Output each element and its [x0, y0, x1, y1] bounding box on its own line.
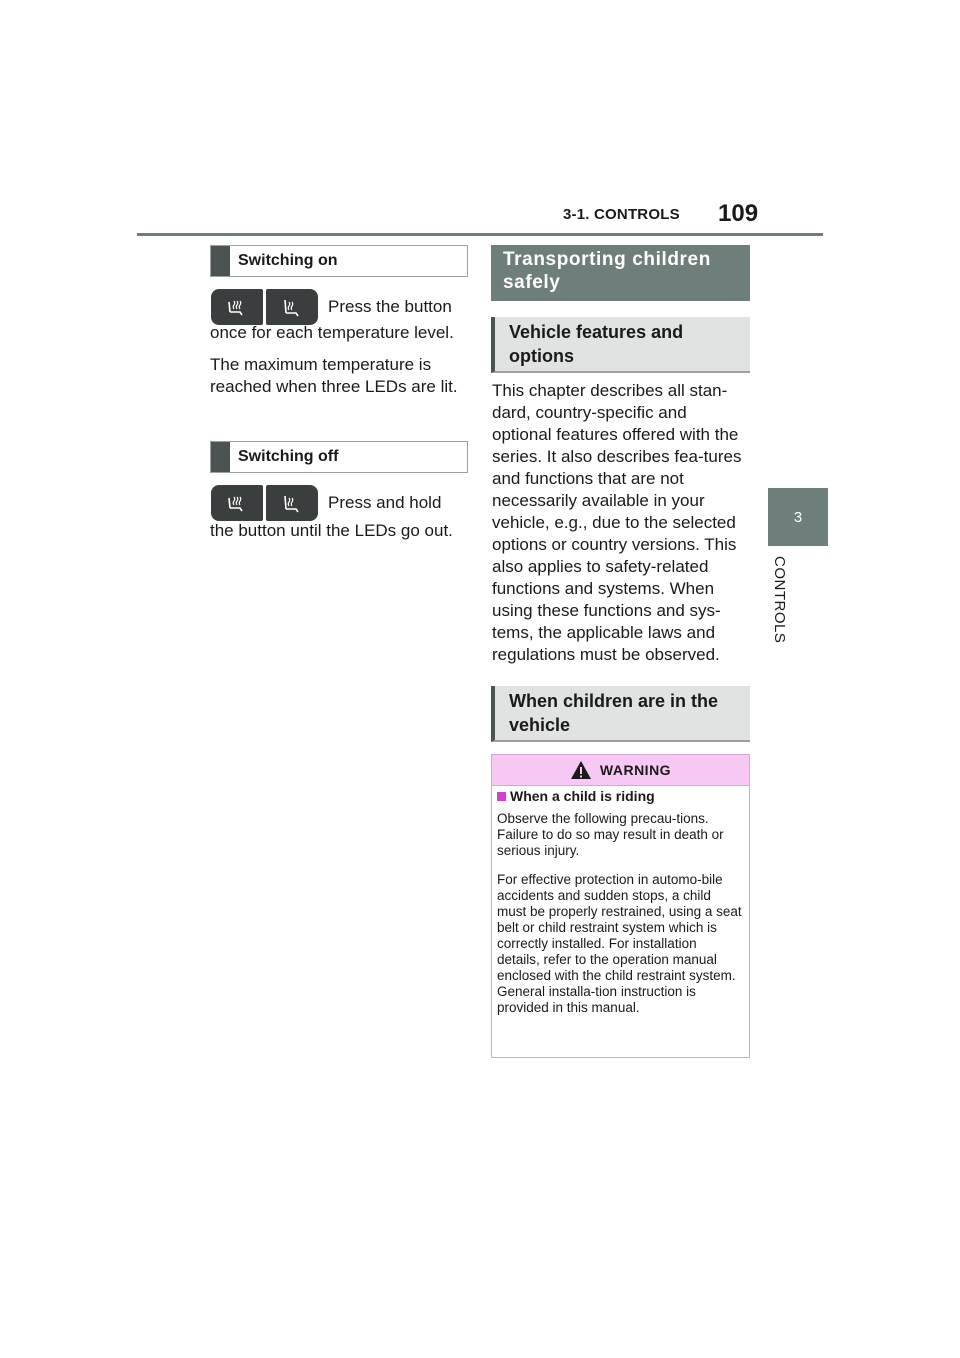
heading-bar [211, 442, 230, 472]
seat-backrest-heater-glyph [282, 492, 302, 514]
warning-subheading [497, 788, 655, 804]
chapter-description-paragraph: This chapter describes all stan-dard, country-specific and optional features offered with the series. It also describes fea-tures and functions that are not necessarily available in your vehicle, e.g., due to the selected options or country versions. This also applies to safety-related functions and systems. When using these functions and sys-tems, the applicable laws and regulations must be observed. [492, 381, 742, 664]
warning-box [491, 754, 750, 1058]
seat-backrest-heater-icon [266, 485, 318, 521]
section-header: 3-1. CONTROLS [563, 206, 680, 223]
warning-triangle-icon [570, 760, 592, 780]
header-rule [137, 233, 823, 236]
switching-off-title: Switching off [238, 448, 339, 465]
heading-bar [211, 246, 230, 276]
switching-on-inline-text: Press the button [328, 297, 452, 316]
when-children-heading: When children are in the vehicle [491, 686, 750, 742]
seat-backrest-heater-icon [266, 289, 318, 325]
seat-heater-icon [211, 485, 263, 521]
seat-heater-buttons-off [211, 485, 318, 521]
bullet-square-icon [497, 792, 506, 801]
seat-backrest-heater-glyph [282, 296, 302, 318]
warning-subheading-text: When a child is riding [510, 788, 655, 804]
warning-paragraph-2: For effective protection in automo-bile accidents and sudden stops, a child must be properly restrained, using a seat belt or child restraint system which is correctly installed. For installation details, refer to the operation manual enclosed with the child restraint system. General installa-tion instruction is provided in this manual. [497, 872, 742, 1015]
switching-on-title: Switching on [238, 252, 338, 269]
switching-off-heading [210, 441, 468, 473]
warning-label: WARNING [599, 762, 672, 778]
warning-header [492, 755, 749, 786]
page-number: 109 [718, 200, 759, 227]
warning-paragraph-1: Observe the following precau-tions. Failure to do so may result in death or serious injury. [497, 811, 724, 858]
switching-off-inline-text: Press and hold [328, 493, 442, 512]
chapter-side-label: CONTROLS [771, 556, 788, 644]
seat-heater-glyph [227, 296, 247, 318]
switching-on-heading [210, 245, 468, 277]
switching-off-rest-text: the button until the LEDs go out. [210, 521, 453, 540]
transporting-children-heading: Transporting children safely [491, 245, 750, 301]
vehicle-features-heading: Vehicle features and options [491, 317, 750, 373]
seat-heater-glyph [227, 492, 247, 514]
seat-heater-buttons-on [211, 289, 318, 325]
switching-on-rest-text: once for each temperature level. [210, 323, 454, 342]
chapter-tab [768, 488, 828, 546]
max-temperature-text: The maximum temperature is reached when three LEDs are lit. [210, 355, 458, 396]
seat-heater-icon [211, 289, 263, 325]
chapter-number: 3 [793, 508, 803, 526]
